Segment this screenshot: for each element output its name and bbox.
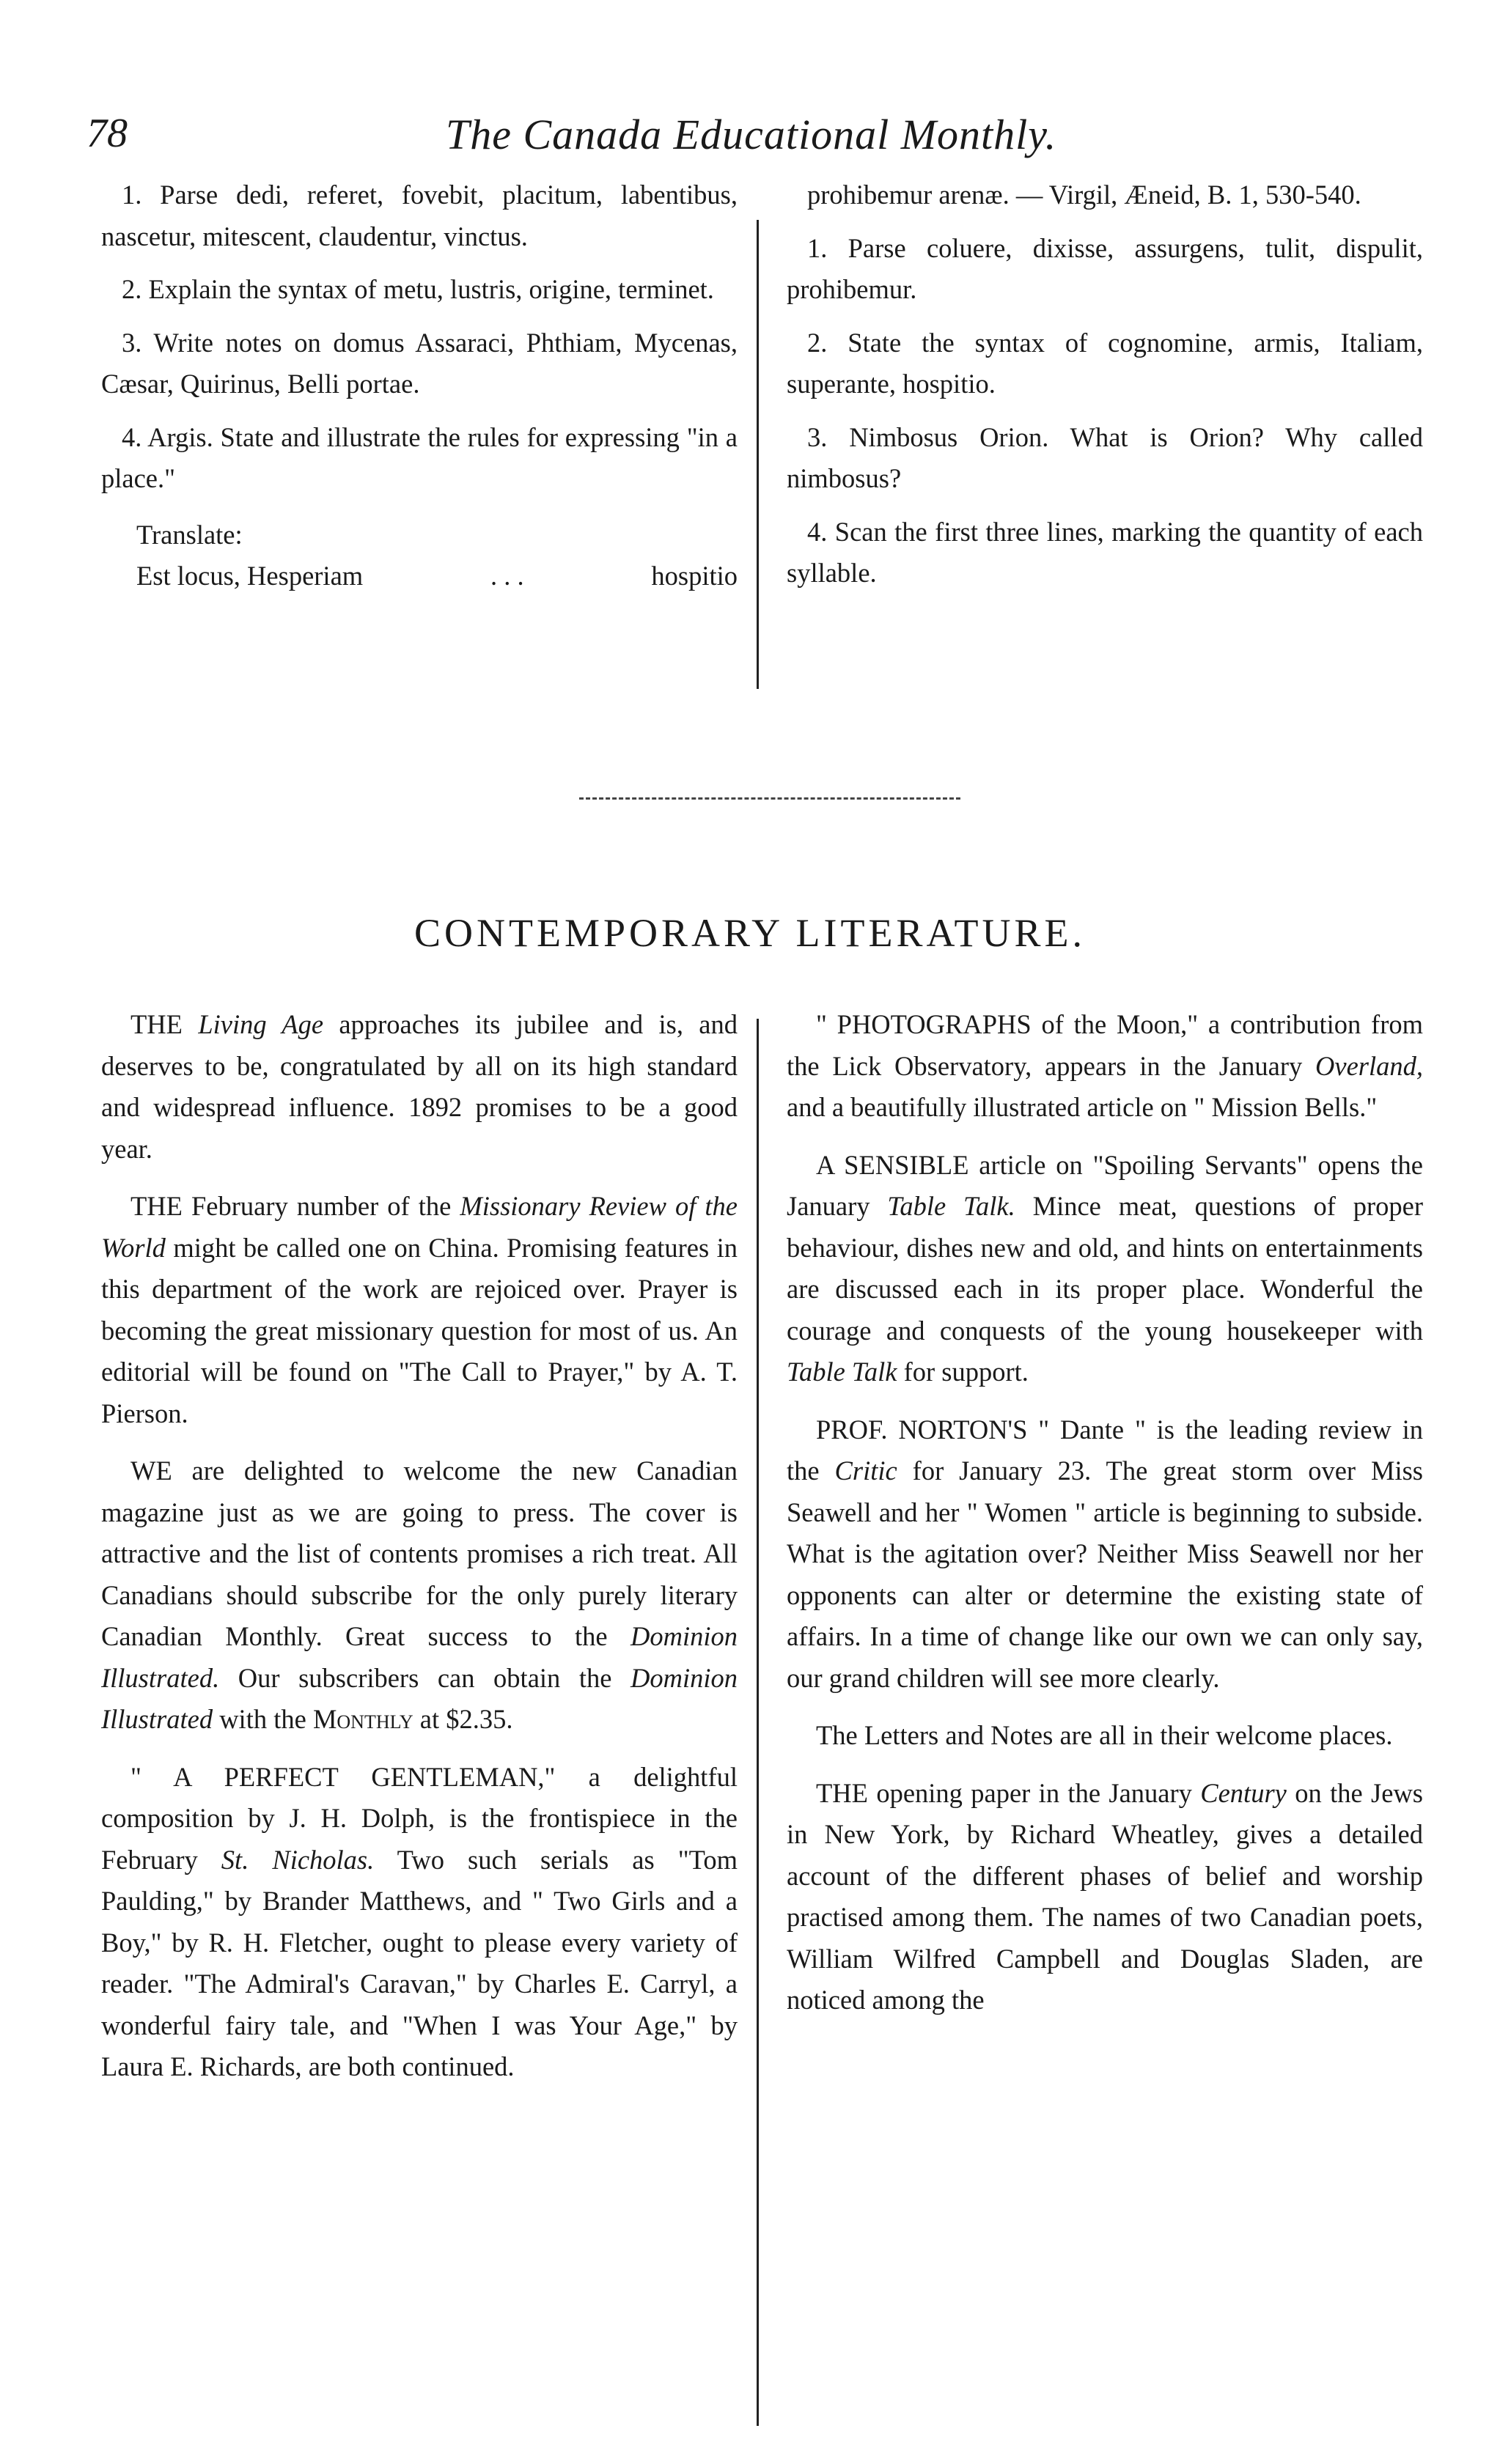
page-number: 78 <box>87 111 128 156</box>
paragraph: The Letters and Notes are all in their welcome places. <box>816 1720 1393 1750</box>
publication-title: Table Talk. <box>887 1191 1015 1221</box>
publication-title: Critic <box>834 1456 897 1486</box>
running-header <box>87 110 1421 183</box>
body-text: for support. <box>897 1357 1029 1387</box>
body-text: with the <box>213 1704 313 1734</box>
body-text: and a beautifully illustrated article on " Mission Bells." <box>787 1092 1378 1122</box>
question-1: 1. Parse coluere, dixisse, assurgens, tulit, dispulit, prohibemur. <box>787 232 1423 304</box>
body-text: for January 23. The great storm over Miss Seawell and her " Women " article is beginning to subside. What is the agitation over? Neither Miss Seawell nor her opponents can alter or determine the existing state of affairs. In a time of change like our own we can only say, our grand children will see more clearly. <box>787 1456 1424 1693</box>
body-text: at $2.35. <box>413 1704 513 1734</box>
body-text: article on "Spoiling Servants" opens the January <box>787 1149 1423 1221</box>
body-text: February number of the <box>182 1191 460 1221</box>
column-divider <box>757 1019 759 2426</box>
right-column-questions <box>787 174 1423 606</box>
question-2: 2. Explain the syntax of metu, lustris, origine, terminet. <box>122 274 714 304</box>
question-1: 1. Parse dedi, referet, fovebit, placitum, labentibus, nascetur, mitescent, claudentur, vinctus. <box>101 180 738 251</box>
body-text: are delighted to welcome the new Canadian magazine just as we are going to press. The cover is attractive and the list of contents promises a rich treat. All Canadians should subscribe for the only purely literary Canadian Monthly. Great success to the <box>101 1456 738 1651</box>
publication-title: Missionary Review of the World <box>101 1191 738 1263</box>
body-text: opening paper in the January <box>867 1777 1201 1808</box>
body-text: Two such serials as "Tom Paulding," by Brander Matthews, and " Two Girls and a Boy," by R. H. Fletcher, ought to please every variety of reader. "The Admiral's Caravan," by Charles E. Carryl, a wonderful fairy tale, and "When I was Your Age," by Laura E. Richards, are both continued. <box>101 1844 738 2081</box>
lead-words: " PHOTOGRAPHS <box>816 1009 1032 1039</box>
body-text: approaches its jubilee and is, and deserves to be, congratulated by all on its high standard and widespread influence. 1892 promises to be a good year. <box>101 1009 738 1164</box>
publication-title: Table Talk <box>787 1357 897 1387</box>
column-divider <box>757 220 759 689</box>
paragraph <box>787 1409 1423 1700</box>
publication-title: Dominion Illustrated. <box>101 1621 738 1693</box>
body-text: might be called one on China. Promising features in this department of the work are rejoiced over. Prayer is becoming the great missionary question for most of us. An editorial will be found on "The Call to Prayer," by A. T. Pierson. <box>101 1232 738 1428</box>
paragraph <box>787 1145 1423 1393</box>
lead-words: WE <box>130 1456 172 1486</box>
lead-words: A SENSIBLE <box>816 1149 969 1180</box>
translate-passage <box>101 556 738 597</box>
body-text: Our subscribers can obtain the <box>219 1662 630 1693</box>
body-text: on the Jews in New York, by Richard Wheatley, gives a detailed account of the different phases of belief and worship practised among them. The names of two Canadian poets, William Wilfred Campbell and Douglas Sladen, are noticed among the <box>787 1777 1424 2015</box>
publication-title: St. Nicholas. <box>221 1844 375 1875</box>
paragraph <box>787 1004 1423 1129</box>
running-title: The Canada Educational Monthly. <box>446 111 1057 158</box>
left-column-questions <box>101 174 738 597</box>
section-title: CONTEMPORARY LITERATURE. <box>413 911 1087 955</box>
citation: prohibemur arenæ. — Virgil, Æneid, B. 1, 530-540. <box>807 180 1361 210</box>
question-3: 3. Write notes on domus Assaraci, Phthiam, Mycenas, Cæsar, Quirinus, Belli portae. <box>101 327 738 399</box>
question-2: 2. State the syntax of cognomine, armis, Italiam, superante, hospitio. <box>787 327 1423 399</box>
paragraph <box>101 1186 738 1434</box>
paragraph <box>101 1004 738 1170</box>
lead-words: THE <box>130 1009 183 1039</box>
lead-words: THE <box>130 1191 183 1221</box>
question-3: 3. Nimbosus Orion. What is Orion? Why called nimbosus? <box>787 421 1423 493</box>
section-separator <box>579 797 960 803</box>
publication-title: Dominion Illustrated <box>101 1662 738 1734</box>
paragraph <box>101 1450 738 1741</box>
publication-title: Living Age <box>198 1009 324 1039</box>
left-column-literature <box>101 1004 738 2104</box>
publication-title: Overland, <box>1315 1050 1423 1081</box>
body-text: a delightful composition by J. H. Dolph, is the frontispiece in the February <box>101 1761 738 1875</box>
publication-title: Century <box>1200 1777 1287 1808</box>
paragraph <box>787 1773 1423 2021</box>
paragraph <box>101 1757 738 2088</box>
question-4: 4. Argis. State and illustrate the rules for expressing "in a place." <box>101 421 738 493</box>
lead-words: " A PERFECT GENTLEMAN," <box>130 1761 556 1792</box>
body-text: " Dante " is the leading review in the <box>787 1414 1424 1486</box>
body-text: of the Moon," a contribution from the Lick Observatory, appears in the January <box>787 1009 1423 1081</box>
translate-start: Est locus, Hesperiam <box>136 561 364 591</box>
small-caps-text: Monthly <box>312 1704 413 1734</box>
lead-words: THE <box>816 1777 868 1808</box>
question-4: 4. Scan the first three lines, marking the quantity of each syllable. <box>787 516 1423 588</box>
translate-label: Translate: <box>136 519 243 550</box>
body-text: Mince meat, questions of proper behaviour, dishes new and old, and hints on entertainments are discussed each in its proper place. Wonderful the courage and conquests of the young housekeeper with <box>787 1191 1423 1346</box>
lead-words: PROF. NORTON'S <box>816 1414 1028 1445</box>
translate-end: hospitio <box>651 561 738 591</box>
right-column-literature <box>787 1004 1423 2037</box>
translate-ellipsis: . . . <box>490 561 524 591</box>
